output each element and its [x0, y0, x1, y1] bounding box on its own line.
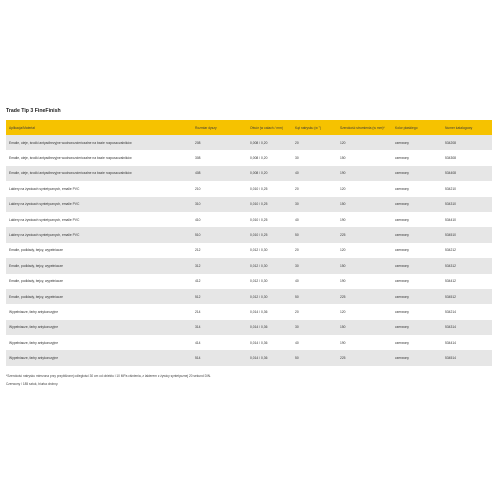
column-spray-angle-cell: 30 [292, 320, 337, 335]
column-application-cell: Emalie, podkłady, bejcy, wypełniacze [6, 289, 192, 304]
column-spray-width-cell: 190 [337, 335, 392, 350]
column-spray-angle-cell: 20 [292, 135, 337, 150]
column-catalog-number-cell: 534414 [442, 335, 492, 350]
column-application-cell: Emalie, podkłady, bejcy, wypełniacze [6, 274, 192, 289]
column-spray-angle-cell: 30 [292, 258, 337, 273]
column-spray-width-header: Szerokość strumienia (w mm)* [337, 120, 392, 135]
column-orifice-cell: 0,008 / 0,20 [247, 150, 292, 165]
table-header-row [6, 120, 492, 135]
column-catalog-number-cell: 534310 [442, 197, 492, 212]
column-spray-angle-cell: 40 [292, 274, 337, 289]
column-application-header: Aplikacja/Materiał [6, 120, 192, 135]
column-application-cell: Emalie, oleje, środki antyadhezyjne wodnorozcieńczalne na bazie rozpuszczalników [6, 166, 192, 181]
column-nozzle-size-cell: 214 [192, 304, 247, 319]
column-orifice-header: Otwór (w calach / mm) [247, 120, 292, 135]
column-catalog-number-cell: 534512 [442, 289, 492, 304]
table-row [6, 335, 492, 350]
column-nozzle-size-cell: 414 [192, 335, 247, 350]
column-spray-angle-cell: 20 [292, 243, 337, 258]
column-orifice-cell: 0,012 / 0,30 [247, 289, 292, 304]
column-spray-width-cell: 120 [337, 181, 392, 196]
column-nozzle-size-cell: 314 [192, 320, 247, 335]
column-catalog-number-cell: 534410 [442, 212, 492, 227]
column-application-cell: Wypełniacze, farby antykorozyjne [6, 335, 192, 350]
column-flat-color-cell: czerwony [392, 320, 442, 335]
column-nozzle-size-cell: 210 [192, 181, 247, 196]
column-spray-width-cell: 190 [337, 274, 392, 289]
column-catalog-number-cell: 534312 [442, 258, 492, 273]
column-application-cell: Emalie, oleje, środki antyadhezyjne wodnorozcieńczalne na bazie rozpuszczalników [6, 135, 192, 150]
column-catalog-number-cell: 534208 [442, 135, 492, 150]
column-flat-color-cell: czerwony [392, 150, 442, 165]
column-orifice-cell: 0,008 / 0,20 [247, 135, 292, 150]
table-row [6, 350, 492, 365]
column-catalog-number-cell: 534408 [442, 166, 492, 181]
table-row [6, 243, 492, 258]
column-spray-angle-header: Kąt natrysku (w °) [292, 120, 337, 135]
column-flat-color-cell: czerwony [392, 166, 442, 181]
column-catalog-number-cell: 534210 [442, 181, 492, 196]
column-flat-color-cell: czerwony [392, 197, 442, 212]
column-catalog-number-header: Numer katalogowy [442, 120, 492, 135]
column-flat-color-cell: czerwony [392, 289, 442, 304]
column-orifice-cell: 0,010 / 0,25 [247, 181, 292, 196]
table-row [6, 166, 492, 181]
column-application-cell: Wypełniacze, farby antykorozyjne [6, 320, 192, 335]
column-nozzle-size-cell: 410 [192, 212, 247, 227]
nozzle-spec-table [6, 120, 492, 366]
column-spray-angle-cell: 30 [292, 150, 337, 165]
column-application-cell: Lakiery na żywicach syntetycznych, emalie PVC [6, 212, 192, 227]
table-row [6, 227, 492, 242]
column-orifice-cell: 0,014 / 0,36 [247, 320, 292, 335]
column-orifice-cell: 0,012 / 0,30 [247, 274, 292, 289]
column-orifice-cell: 0,010 / 0,25 [247, 227, 292, 242]
column-catalog-number-cell: 534412 [442, 274, 492, 289]
column-application-cell: Emalie, podkłady, bejcy, wypełniacze [6, 243, 192, 258]
column-spray-width-cell: 150 [337, 150, 392, 165]
table-title: Trade Tip 3 FineFinish [6, 108, 61, 114]
column-spray-angle-cell: 50 [292, 227, 337, 242]
column-nozzle-size-cell: 312 [192, 258, 247, 273]
table-row [6, 320, 492, 335]
column-nozzle-size-cell: 308 [192, 150, 247, 165]
column-orifice-cell: 0,008 / 0,20 [247, 166, 292, 181]
column-catalog-number-cell: 534308 [442, 150, 492, 165]
table-row [6, 197, 492, 212]
footnote: *Szerokość natrysku mierzona przy przybliżonej odległości 30 cm od obiektu i 10 MPa ciśnienia, z lakierem z żywicy syntetycznej 20 sekund DIN. [6, 373, 211, 378]
column-spray-width-cell: 150 [337, 258, 392, 273]
column-orifice-cell: 0,014 / 0,36 [247, 304, 292, 319]
column-catalog-number-cell: 534214 [442, 304, 492, 319]
column-spray-width-cell: 225 [337, 350, 392, 365]
table-row [6, 150, 492, 165]
column-nozzle-size-cell: 412 [192, 274, 247, 289]
column-orifice-cell: 0,010 / 0,25 [247, 197, 292, 212]
column-flat-color-header: Kolor płaskiego [392, 120, 442, 135]
table-row [6, 181, 492, 196]
column-spray-width-cell: 120 [337, 304, 392, 319]
column-spray-width-cell: 150 [337, 320, 392, 335]
column-flat-color-cell: czerwony [392, 350, 442, 365]
column-spray-angle-cell: 20 [292, 181, 337, 196]
column-application-cell: Emalie, oleje, środki antyadhezyjne wodnorozcieńczalne na bazie rozpuszczalników [6, 150, 192, 165]
column-nozzle-size-cell: 510 [192, 227, 247, 242]
column-nozzle-size-cell: 514 [192, 350, 247, 365]
column-spray-angle-cell: 20 [292, 304, 337, 319]
column-catalog-number-cell: 534314 [442, 320, 492, 335]
column-catalog-number-cell: 534510 [442, 227, 492, 242]
column-spray-width-cell: 120 [337, 135, 392, 150]
column-orifice-cell: 0,010 / 0,25 [247, 212, 292, 227]
column-nozzle-size-cell: 212 [192, 243, 247, 258]
column-spray-width-cell: 225 [337, 227, 392, 242]
column-orifice-cell: 0,014 / 0,36 [247, 335, 292, 350]
column-spray-width-cell: 150 [337, 197, 392, 212]
column-flat-color-cell: czerwony [392, 135, 442, 150]
column-flat-color-cell: czerwony [392, 212, 442, 227]
column-application-cell: Emalie, podkłady, bejcy, wypełniacze [6, 258, 192, 273]
column-flat-color-cell: czerwony [392, 243, 442, 258]
column-nozzle-size-header: Rozmiar dyszy [192, 120, 247, 135]
column-orifice-cell: 0,012 / 0,30 [247, 258, 292, 273]
column-orifice-cell: 0,014 / 0,36 [247, 350, 292, 365]
column-flat-color-cell: czerwony [392, 274, 442, 289]
column-flat-color-cell: czerwony [392, 258, 442, 273]
column-spray-angle-cell: 40 [292, 212, 337, 227]
column-nozzle-size-cell: 310 [192, 197, 247, 212]
column-application-cell: Wypełniacze, farby antykorozyjne [6, 304, 192, 319]
column-orifice-cell: 0,012 / 0,30 [247, 243, 292, 258]
column-spray-width-cell: 190 [337, 212, 392, 227]
column-nozzle-size-cell: 408 [192, 166, 247, 181]
footnotes [6, 374, 492, 386]
column-spray-angle-cell: 40 [292, 166, 337, 181]
table-body [6, 135, 492, 366]
column-flat-color-cell: czerwony [392, 181, 442, 196]
table-row [6, 258, 492, 273]
footnote: Czerwony / 185 sztuk, biurka drobny. [6, 381, 59, 386]
column-spray-angle-cell: 50 [292, 350, 337, 365]
column-application-cell: Lakiery na żywicach syntetycznych, emalie PVC [6, 197, 192, 212]
column-spray-width-cell: 190 [337, 166, 392, 181]
column-spray-angle-cell: 40 [292, 335, 337, 350]
column-catalog-number-cell: 534514 [442, 350, 492, 365]
table-row [6, 212, 492, 227]
table-row [6, 274, 492, 289]
spec-document [6, 108, 492, 390]
column-catalog-number-cell: 534212 [442, 243, 492, 258]
table-row [6, 304, 492, 319]
table-row [6, 135, 492, 150]
column-flat-color-cell: czerwony [392, 227, 442, 242]
column-spray-angle-cell: 50 [292, 289, 337, 304]
column-spray-width-cell: 120 [337, 243, 392, 258]
column-spray-angle-cell: 30 [292, 197, 337, 212]
column-flat-color-cell: czerwony [392, 304, 442, 319]
column-application-cell: Lakiery na żywicach syntetycznych, emalie PVC [6, 227, 192, 242]
column-nozzle-size-cell: 512 [192, 289, 247, 304]
column-flat-color-cell: czerwony [392, 335, 442, 350]
column-application-cell: Lakiery na żywicach syntetycznych, emalie PVC [6, 181, 192, 196]
column-nozzle-size-cell: 208 [192, 135, 247, 150]
column-application-cell: Wypełniacze, farby antykorozyjne [6, 350, 192, 365]
table-row [6, 289, 492, 304]
column-spray-width-cell: 225 [337, 289, 392, 304]
